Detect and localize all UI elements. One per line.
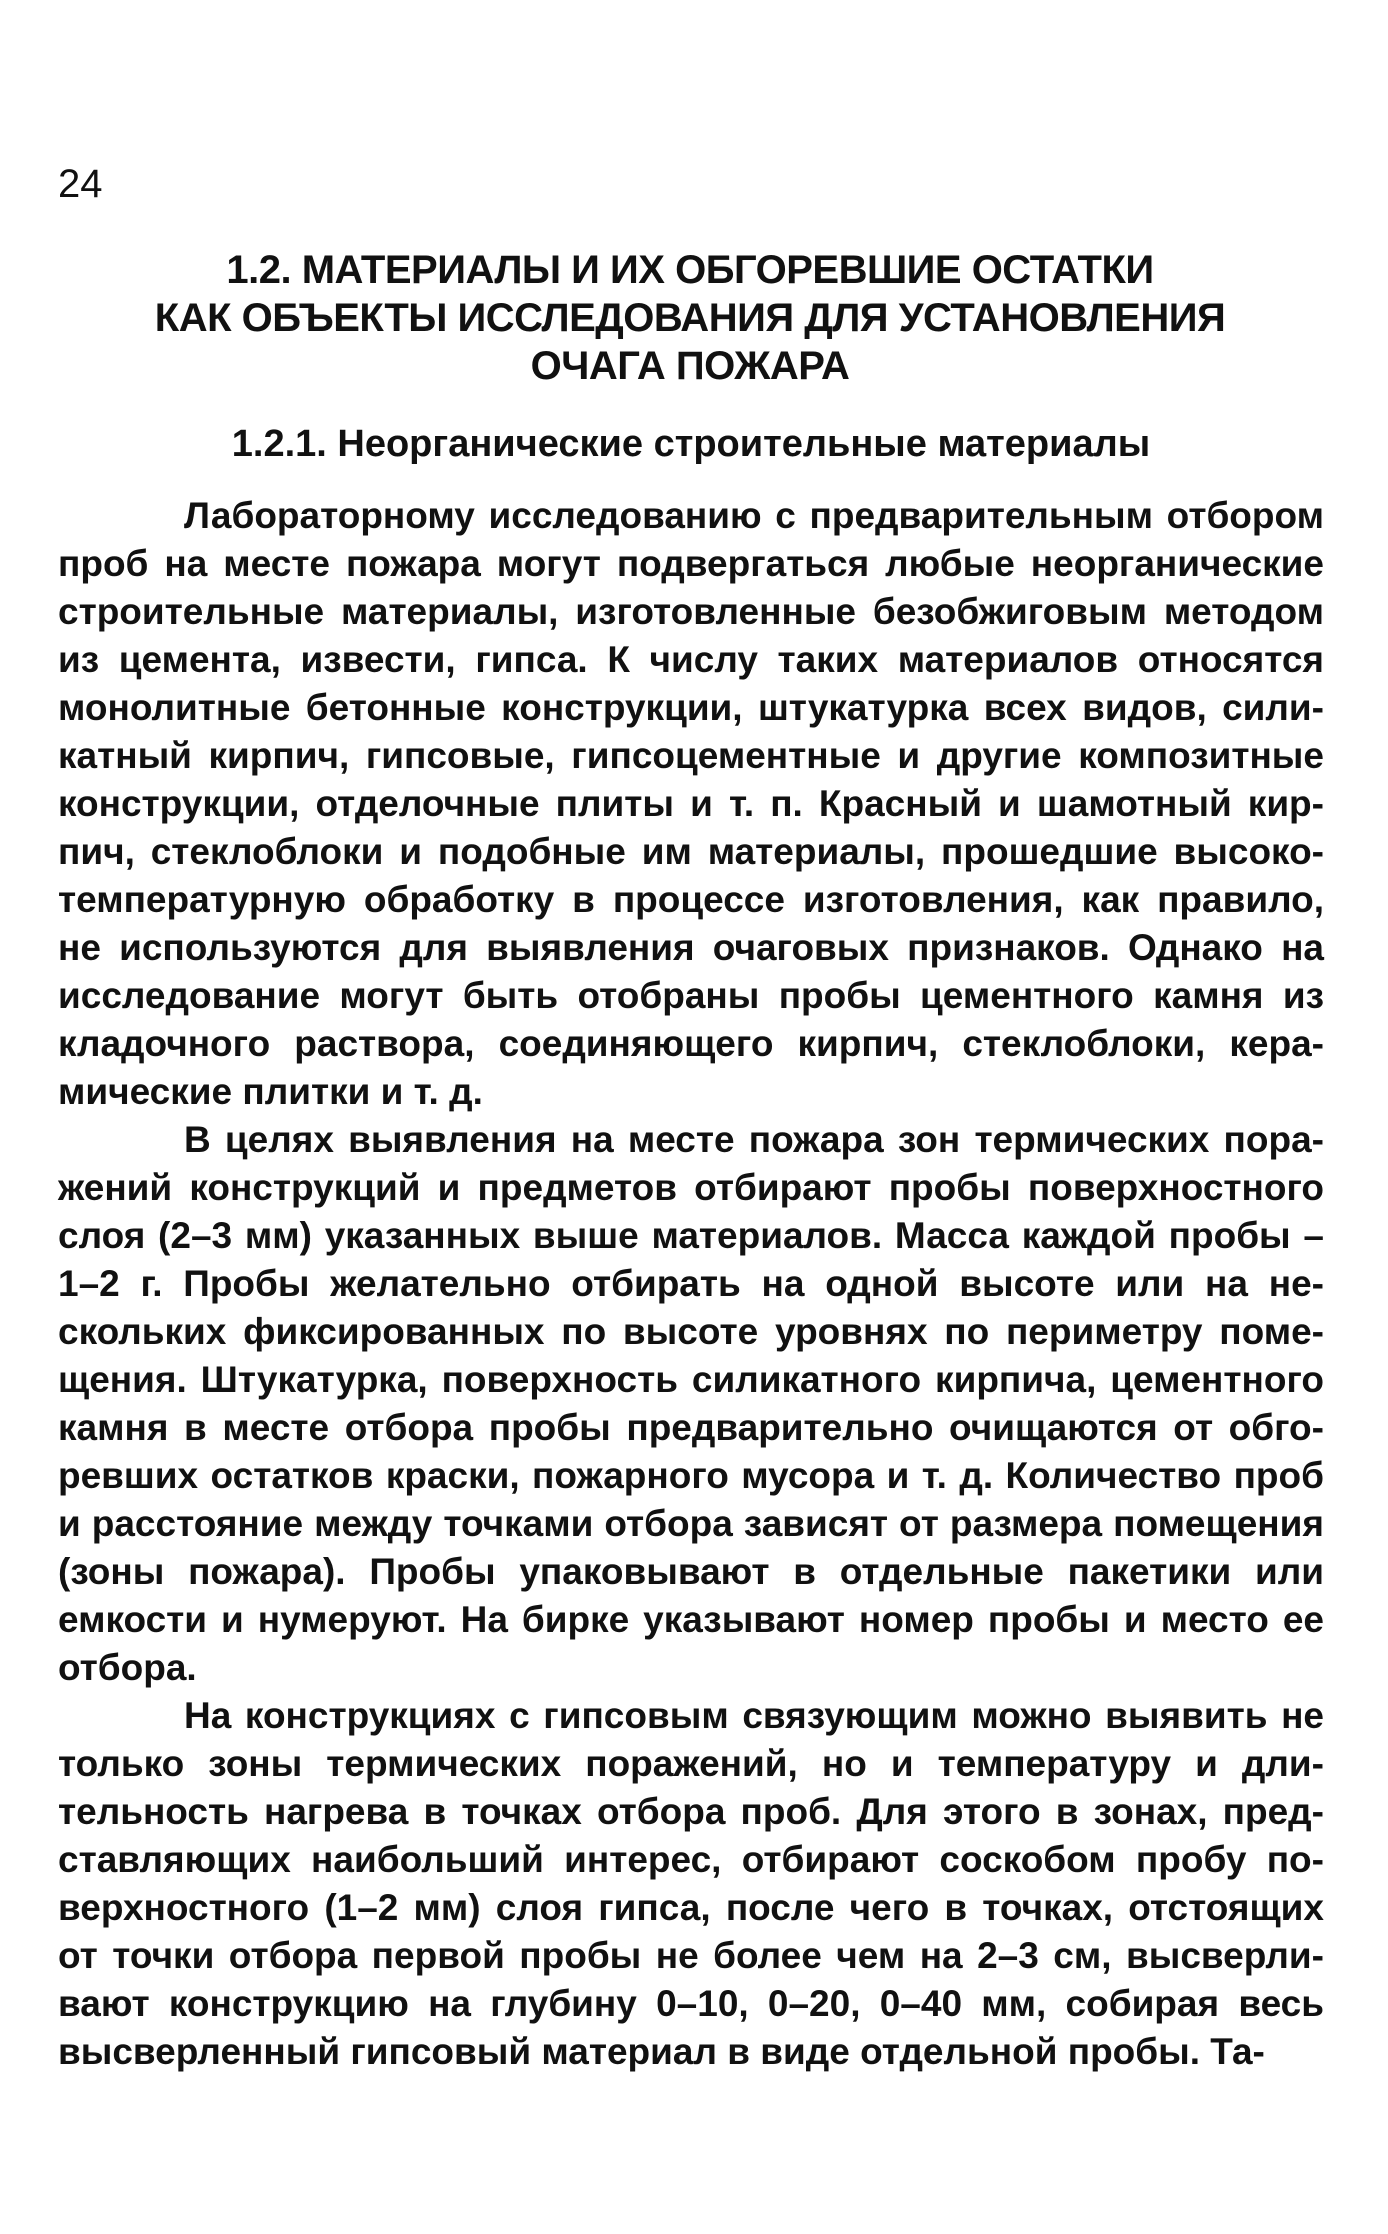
body-text — [58, 492, 1324, 2076]
chapter-title-line: 1.2. МАТЕРИАЛЫ И ИХ ОБГОРЕВШИЕ ОСТАТКИ — [226, 248, 1154, 292]
page-number: 24 — [58, 162, 103, 206]
paragraph: На конструкциях с гипсовым связующим можно выявить не только зоны термических поражений, но и температуру и длительность нагрева в точках отбора проб. Для этого в зонах, представляющих наибольший интерес, отбирают соскобом пробу поверхностного (1–2 мм) слоя гипса, после чего в точках, отстоящих от точки отбора первой пробы не более чем на 2–3 см, высверливают конструкцию на глубину 0–10, 0–20, 0–40 мм, собирая весь высверленный гипсовый материал в виде отдельной пробы. Та- — [58, 1695, 1324, 2072]
paragraph: В целях выявления на месте пожара зон термических поражений конструкций и предметов отбирают пробы поверхностного слоя (2–3 мм) указанных выше материалов. Масса каждой пробы – 1–2 г. Пробы желательно отбирать на одной высоте или на нескольких фиксированных по высоте уровнях по периметру помещения. Штукатурка, поверхность силикатного кирпича, цементного камня в месте отбора пробы предварительно очищаются от обгоревших остатков краски, пожарного мусора и т. д. Количество проб и расстояние между точками отбора зависят от размера помещения (зоны пожара). Пробы упаковывают в отдельные пакетики или емкости и нумеруют. На бирке указывают номер пробы и место ее отбора. — [58, 1119, 1324, 1688]
chapter-title-line: ОЧАГА ПОЖАРА — [530, 344, 850, 388]
chapter-title — [120, 246, 1260, 390]
chapter-title-line: КАК ОБЪЕКТЫ ИССЛЕДОВАНИЯ ДЛЯ УСТАНОВЛЕНИЯ — [154, 296, 1226, 340]
paragraph: Лабораторному исследованию с предварительным отбором проб на месте пожара могут подвергаться любые неорганические строительные материалы, изготовленные безобжиговым методом из цемента, извести, гипса. К числу таких материалов относятся монолитные бетонные конструкции, штукатурка всех видов, силикатный кирпич, гипсовые, гипсоцементные и другие композитные конструкции, отделочные плиты и т. п. Красный и шамотный кирпич, стеклоблоки и подобные им материалы, прошедшие высокотемпературную обработку в процессе изготовления, как правило, не используются для выявления очаговых признаков. Однако на исследование могут быть отобраны пробы цементного камня из кладочного раствора, соединяющего кирпич, стеклоблоки, керамические плитки и т. д. — [58, 495, 1324, 1112]
section-title: 1.2.1. Неорганические строительные материалы — [231, 423, 1151, 465]
